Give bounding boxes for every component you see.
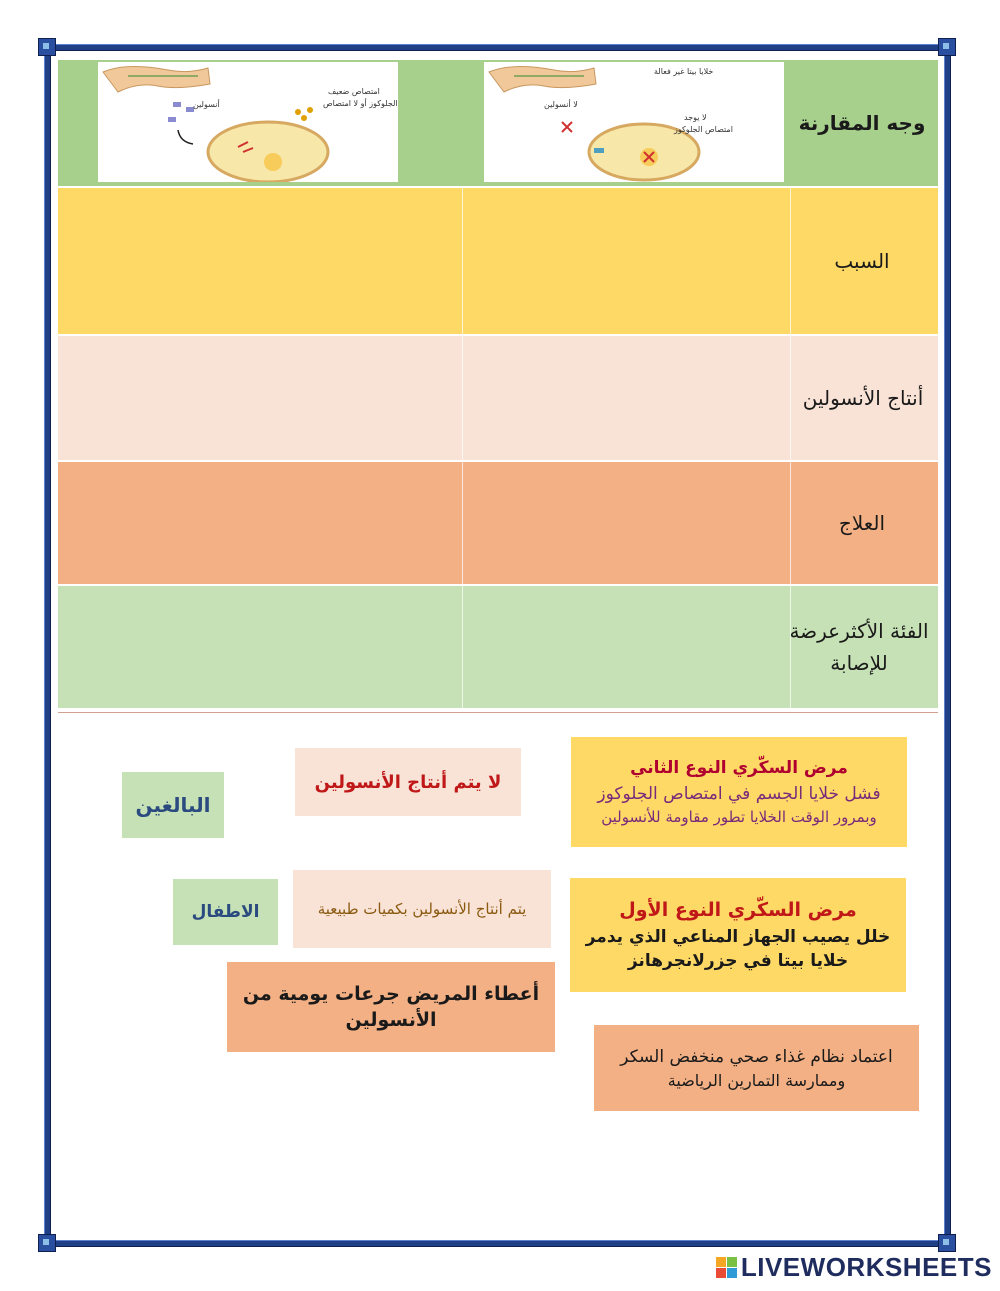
cell-diagram-type2 (98, 62, 398, 182)
drop-cell-cause-type2[interactable] (58, 188, 462, 334)
row-divider (462, 462, 463, 584)
diagram-type1-glucose-label-2: امتصاص الجلوكوز (674, 125, 733, 134)
row-divider (462, 336, 463, 460)
card-no-insulin[interactable] (295, 748, 521, 816)
row-divider (462, 586, 463, 708)
frame-corner-tl (38, 38, 56, 56)
liveworksheets-logo-icon (716, 1257, 737, 1278)
diagram-type2-insulin-label: أنسولين (193, 100, 220, 109)
table-row-treatment (58, 462, 938, 584)
card-injections-line2: الأنسولين (345, 1009, 437, 1031)
row-label-cause: السبب (834, 249, 890, 273)
card-normal-insulin[interactable] (293, 870, 551, 948)
drop-cell-cause-type1[interactable] (464, 188, 790, 334)
diagram-type2-label-2: الجلوكوز أو لا امتصاص (323, 99, 398, 108)
frame-left (44, 44, 51, 1247)
header-label: وجه المقارنة (798, 111, 926, 135)
table-row-risk-group (58, 586, 938, 708)
frame-right (944, 44, 951, 1247)
card-normal-insulin-text: يتم أنتاج الأنسولين بكميات طبيعية (317, 900, 527, 918)
drop-cell-treatment-type1[interactable] (464, 462, 790, 584)
drop-cell-risk-type2[interactable] (58, 586, 462, 708)
table-header-row (58, 60, 938, 186)
row-divider (790, 462, 791, 584)
card-type1-cause[interactable] (570, 878, 906, 992)
card-children[interactable] (173, 879, 278, 945)
card-adults[interactable] (122, 772, 224, 838)
frame-corner-bl (38, 1234, 56, 1252)
diagram-type1 (484, 62, 784, 182)
drop-cell-risk-type1[interactable] (464, 586, 790, 708)
table-bottom-line (58, 712, 938, 713)
frame-bottom (44, 1240, 956, 1247)
drop-cell-treatment-type2[interactable] (58, 462, 462, 584)
card-type2-line2: وبمرور الوقت الخلايا تطور مقاومة للأنسولين (601, 808, 877, 826)
card-type1-title: مرض السكّري النوع الأول (619, 899, 857, 921)
frame-top (44, 44, 956, 51)
row-label-risk-line2: للإصابة (830, 651, 888, 675)
row-label-risk-group (784, 586, 934, 708)
drop-cell-insulin-type1[interactable] (464, 336, 790, 460)
diagram-type1-glucose-label-1: لا يوجد (684, 113, 707, 122)
drop-cell-insulin-type2[interactable] (58, 336, 462, 460)
row-divider (790, 188, 791, 334)
diagram-type1-no-insulin-label: لا أنسولين (544, 100, 578, 109)
card-no-insulin-text: لا يتم أنتاج الأنسولين (314, 771, 502, 793)
card-type1-line2: خلايا بيتا في جزرلانجرهانز (627, 951, 849, 971)
card-injections-line1: أعطاء المريض جرعات يومية من (242, 983, 540, 1005)
row-label-risk-line1: الفئة الأكثرعرضة (789, 619, 929, 643)
card-type2-cause[interactable] (571, 737, 907, 847)
card-adults-text: البالغين (135, 793, 211, 817)
table-row-insulin-production (58, 336, 938, 460)
cell-diagram-type1 (484, 62, 784, 182)
frame-corner-br (938, 1234, 956, 1252)
diagram-type2-label-1: امتصاص ضعيف (328, 87, 380, 96)
card-children-text: الاطفال (191, 902, 260, 922)
card-diet-line2: وممارسة التمارين الرياضية (667, 1070, 846, 1090)
card-diet-line1: اعتماد نظام غذاء صحي منخفض السكر (620, 1046, 893, 1067)
liveworksheets-logo (716, 1251, 992, 1282)
diagram-type1-label-top: خلايا بيتا غير فعالة (654, 67, 714, 76)
frame-corner-tr (938, 38, 956, 56)
diagram-type2 (98, 62, 398, 182)
row-label-insulin-production: أنتاج الأنسولين (802, 386, 924, 410)
row-label-treatment: العلاج (838, 511, 886, 535)
card-type2-title: مرض السكّري النوع الثاني (630, 758, 848, 778)
card-type1-line1: خلل يصيب الجهاز المناعي الذي يدمر (585, 927, 891, 947)
row-divider (462, 188, 463, 334)
card-diet-exercise[interactable] (594, 1025, 919, 1111)
card-type2-line1: فشل خلايا الجسم في امتصاص الجلوكوز (597, 784, 881, 804)
table-row-cause (58, 188, 938, 334)
liveworksheets-logo-text: LIVEWORKSHEETS (740, 1251, 992, 1282)
card-insulin-injections[interactable] (227, 962, 555, 1052)
